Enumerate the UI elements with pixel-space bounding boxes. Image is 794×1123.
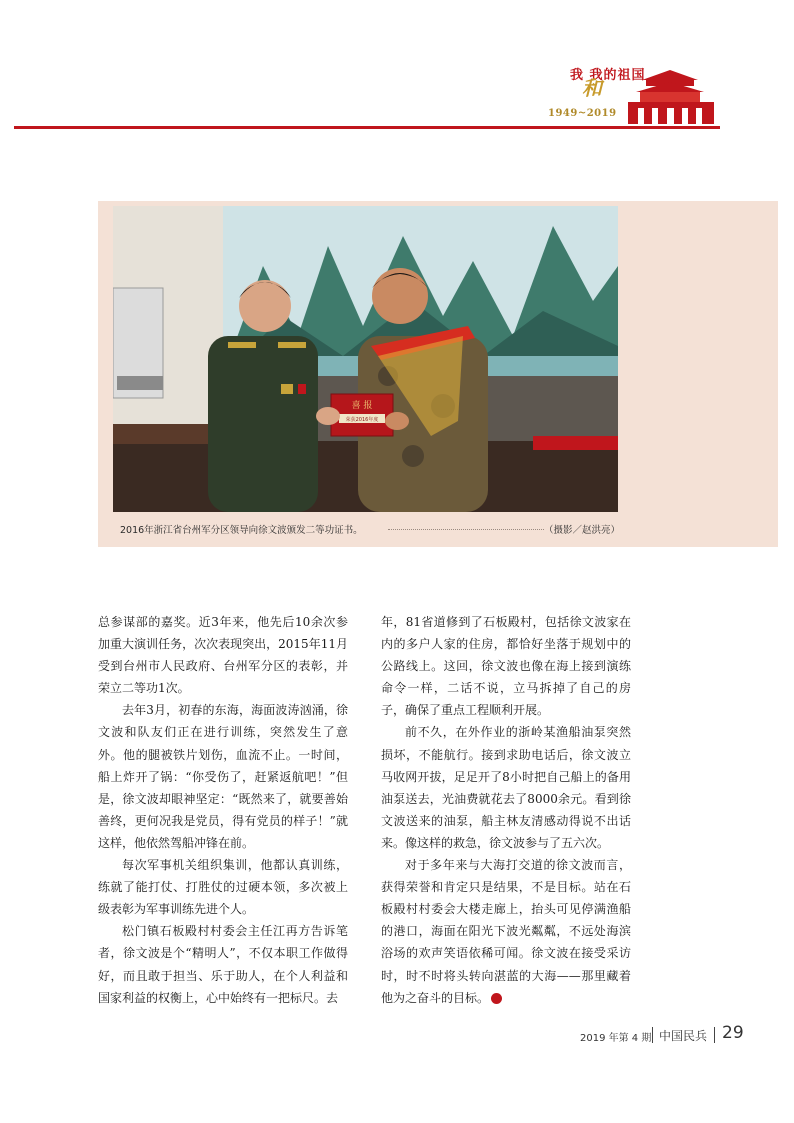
award-photo	[113, 206, 618, 512]
paragraph: 松门镇石板殿村村委会主任江再方告诉笔者，徐文波是个“精明人”，不仅本职工作做得好，而且敢于担当、乐于助人，在个人利益和国家利益的权衡上，心中始终有一把标尺。去	[98, 924, 348, 1005]
article-right-column	[381, 611, 631, 1009]
page-number: 29	[722, 1023, 744, 1043]
paragraph: 每次军事机关组织集训，他都认真训练，练就了能打仗、打胜仗的过硬本领，多次被上级表彰为军事训练先进个人。	[98, 858, 348, 917]
caption-text: 2016年浙江省台州军分区领导向徐文波颁发二等功证书。	[120, 525, 363, 536]
magazine-name: 中国民兵	[659, 1029, 708, 1043]
caption-divider	[388, 529, 544, 530]
article-left-column	[98, 611, 348, 1009]
certificate-title: 喜 报	[351, 401, 373, 411]
award-photo-illustration	[113, 206, 618, 512]
footer-divider	[652, 1027, 653, 1043]
paragraph: 去年3月，初春的东海，海面波涛汹涌，徐文波和队友们正在进行训练，突然发生了意外。他的腿被铁片划伤，血流不止。一时间，船上炸开了锅：“你受伤了，赶紧返航吧！”但是，徐文波却眼神坚定：“既然来了，就要善始善终，更何况我是党员，得有党员的样子！”就这样，他依然驾船冲锋在前。	[98, 703, 348, 850]
photo-panel	[98, 201, 778, 547]
issue-label: 2019 年第 4 期	[580, 1033, 652, 1044]
logo-title: 我 我的祖国	[570, 68, 646, 83]
logo-years: 1949~2019	[548, 108, 617, 119]
paragraph	[381, 854, 631, 1009]
paragraph: 年，81省道修到了石板殿村，包括徐文波家在内的多户人家的住房，都恰好坐落于规划中的公路线上。这回，徐文波也像在海上接到演练命令一样，二话不说，立马拆掉了自己的房子，确保了重点工程顺利开展。	[381, 615, 631, 718]
certificate-line: 荣获2016年度	[345, 417, 379, 423]
photo-credit: （摄影／赵洪亮）	[543, 525, 620, 536]
header-rule	[14, 126, 720, 129]
tiananmen-gate-icon	[622, 66, 718, 124]
header-logo	[540, 58, 720, 128]
paragraph: 前不久，在外作业的浙岭某渔船油泵突然损坏，不能航行。接到求助电话后，徐文波立马收网开拔，足足开了8小时把自己船上的备用油泵送去，光油费就花去了8000余元。看到徐文波送来的油泵，船主林友清感动得说不出话来。像这样的救急，徐文波参与了五六次。	[381, 725, 631, 850]
paragraph: 总参谋部的嘉奖。近3年来，他先后10余次参加重大演训任务，次次表现突出，2015年11月受到台州市人民政府、台州军分区的表彰，并荣立二等功1次。	[98, 615, 348, 696]
footer-divider	[714, 1027, 715, 1043]
logo-he-glyph: 和	[582, 76, 602, 100]
end-mark-icon: ◎	[491, 993, 502, 1004]
paragraph-text: 对于多年来与大海打交道的徐文波而言，获得荣誉和肯定只是结果，不是目标。站在石板殿村村委会大楼走廊上，抬头可见停满渔船的港口，海面在阳光下波光粼粼，不远处海滨浴场的欢声笑语依稀可闻。徐文波在接受采访时，时不时将头转向湛蓝的大海——那里藏着他为之奋斗的目标。	[381, 858, 631, 1005]
page-footer	[580, 1025, 750, 1045]
